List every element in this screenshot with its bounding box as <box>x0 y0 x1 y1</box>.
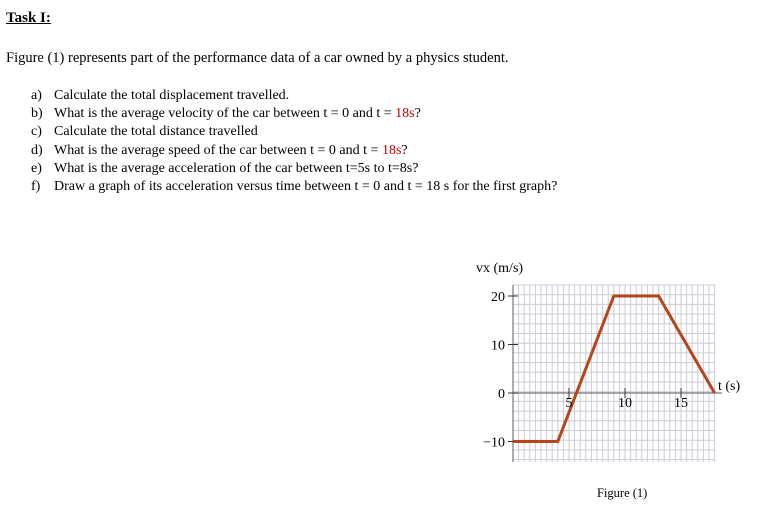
question-text: What is the average acceleration of the car between t=5s to t=8s? <box>54 160 419 176</box>
question-letter: e) <box>31 160 42 176</box>
highlight-value: 18s <box>381 142 402 158</box>
x-axis-label: t (s) <box>718 379 741 394</box>
chart-axes <box>508 285 722 462</box>
y-tick-label: 20 <box>491 290 505 305</box>
question-letter: a) <box>31 88 42 103</box>
x-tick-label: 15 <box>674 396 688 411</box>
y-tick-label: 0 <box>498 387 505 402</box>
intro-text: Figure (1) represents part of the performance data of a car owned by a physics student. <box>6 50 509 66</box>
x-tick-label: 10 <box>618 396 632 411</box>
question-letter: b) <box>31 106 43 122</box>
x-tick-label: 5 <box>565 396 573 411</box>
y-axis-label: vx (m/s) <box>476 261 524 276</box>
question-letter: d) <box>31 142 43 158</box>
question-letter: f) <box>31 179 41 195</box>
question-text: What is the average velocity of the car between t = 0 and t = <box>54 106 396 122</box>
question-text: Calculate the total distance travelled <box>54 124 258 140</box>
figure-caption: Figure (1) <box>597 486 648 500</box>
question-text: What is the average speed of the car between t = 0 and t = <box>54 142 382 158</box>
highlight-value: 18s <box>395 106 415 122</box>
chart-grid <box>513 285 715 462</box>
task-title: Task I: <box>6 10 51 26</box>
question-text: Calculate the total displacement travelled. <box>54 88 290 103</box>
question-suffix: ? <box>414 106 421 122</box>
question-letter: c) <box>31 124 42 140</box>
question-suffix: ? <box>401 142 408 158</box>
y-tick-label: 10 <box>491 338 505 354</box>
y-tick-label: −10 <box>483 435 505 451</box>
question-text: Draw a graph of its acceleration versus time between t = 0 and t = 18 s for the first graph? <box>54 179 558 195</box>
